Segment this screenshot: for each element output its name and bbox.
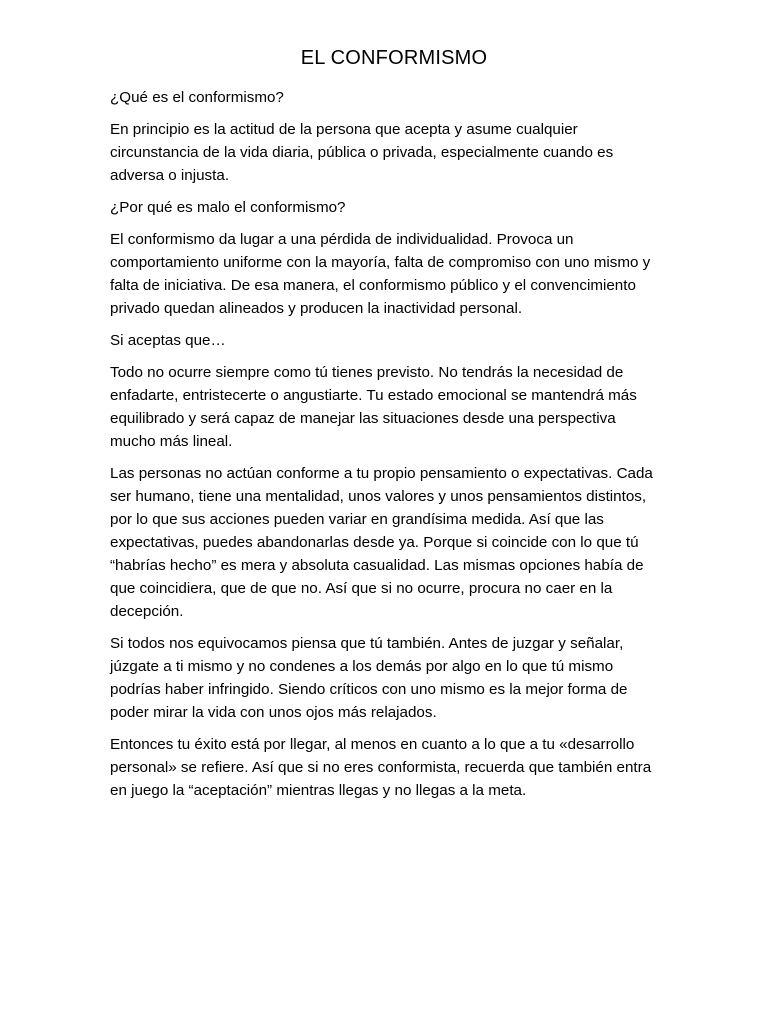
paragraph: Todo no ocurre siempre como tú tienes previsto. No tendrás la necesidad de enfadarte, entristecerte o angustiarte. Tu estado emocional se mantendrá más equilibrado y será capaz de manejar las situaciones desde una perspectiva mucho más lineal. [110,364,637,450]
document-body [110,86,662,811]
paragraph: Entonces tu éxito está por llegar, al menos en cuanto a lo que a tu «desarrollo personal» se refiere. Así que si no eres conformista, recuerda que también entra en juego la “aceptación” mientras llegas y no llegas a la meta. [110,736,652,799]
paragraph: Las personas no actúan conforme a tu propio pensamiento o expectativas. Cada ser humano, tiene una mentalidad, unos valores y unos pensamientos distintos, por lo que sus acciones pueden variar en grandísima medida. Así que las expectativas, puedes abandonarlas desde ya. Porque si coincide con lo que tú “habrías hecho” es mera y absoluta casualidad. Las mismas opciones había de que coincidiera, que de que no. Así que si no ocurre, procura no caer en la decepción. [110,465,653,620]
paragraph: Si todos nos equivocamos piensa que tú también. Antes de juzgar y señalar, júzgate a ti mismo y no condenes a los demás por algo en lo que tú mismo podrías haber infringido. Siendo críticos con uno mismo es la mejor forma de poder mirar la vida con unos ojos más relajados. [110,635,628,721]
paragraph: El conformismo da lugar a una pérdida de individualidad. Provoca un comportamiento uniforme con la mayoría, falta de compromiso con uno mismo y falta de iniciativa. De esa manera, el conformismo público y el convencimiento privado quedan alineados y producen la inactividad personal. [110,231,651,317]
question-heading: ¿Por qué es malo el conformismo? [110,199,346,216]
section-intro: Si aceptas que… [110,332,226,349]
question-heading: ¿Qué es el conformismo? [110,89,284,106]
document-title: EL CONFORMISMO [300,47,488,69]
paragraph: En principio es la actitud de la persona que acepta y asume cualquier circunstancia de la vida diaria, pública o privada, especialmente cuando es adversa o injusta. [110,121,614,184]
